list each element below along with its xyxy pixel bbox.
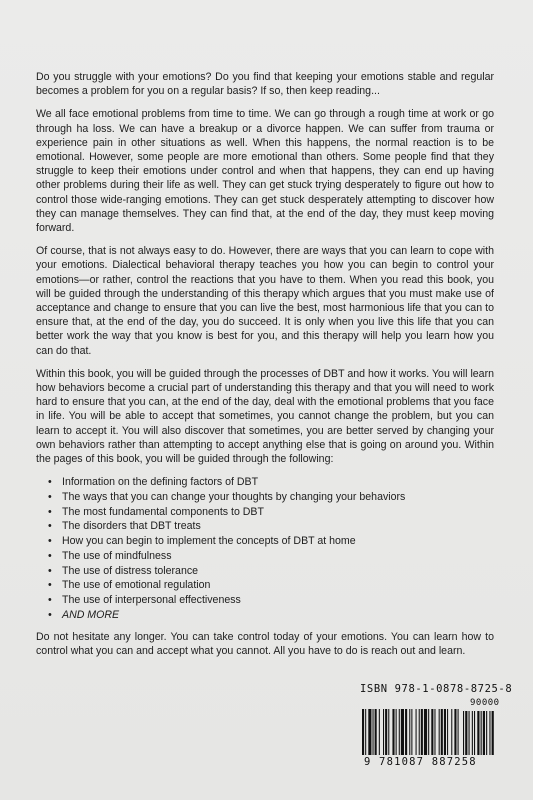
body-paragraph-1: We all face emotional problems from time to time. We can go through a rough time at work or go through ha loss. We can have a breakup or a divorce happen. We can suffer from trauma or experience pain in other situations as well. When this happens, the normal reaction is to be emotional. However, some people are more emotional than others. Some people find that they struggle to keep their emotions under control and when that happens, they can end up having other problems during their life as well. They can get stuck trying desperately to figure out how to control those wide-ranging emotions. They can get stuck desperately attempting to discover how they can manage themselves. They can find that, at the end of the day, they must keep moving forward. bbox=[36, 108, 494, 235]
closing-paragraph: Do not hesitate any longer. You can take control today of your emotions. You can learn how to control what you can and accept what you cannot. All you have to do is reach out and learn. bbox=[36, 630, 494, 658]
list-item: • The use of emotional regulation bbox=[62, 578, 494, 592]
body-paragraph-3: Within this book, you will be guided through the processes of DBT and how it works. You will learn how behaviors become a crucial part of understanding this therapy and that you will need to work hard to ensure that you can, at the end of the day, deal with the emotional problems that you face in life. You will be able to accept that sometimes, you cannot change the problem, but you can learn to accept it. You will also discover that sometimes, you are better served by changing your own behaviors rather than attempting to accept anything else that is going on around you. Within the pages of this book, you will be guided through the following: bbox=[36, 367, 494, 466]
list-item: • The use of distress tolerance bbox=[62, 564, 494, 578]
list-item: • How you can begin to implement the concepts of DBT at home bbox=[62, 534, 494, 548]
isbn-barcode bbox=[360, 683, 513, 769]
list-item: • The use of interpersonal effectiveness bbox=[62, 593, 494, 607]
barcode-bars bbox=[360, 709, 500, 757]
body-paragraph-2: Of course, that is not always easy to do. However, there are ways that you can learn to cope with your emotions. Dialectical behavioral therapy teaches you how you can begin to control your emotions—or rather, control the reactions that you have to them. When you read this book, you will be guided through the understanding of this therapy which argues that you must make use of acceptance and change to ensure that you can live the best, most harmonious life that you can to ensure that, at the end of the day, you do succeed. It is only when you live this life that you can better work the way that you know is best for you, and this therapy will help you learn how you can do that. bbox=[36, 245, 494, 357]
list-item: • Information on the defining factors of DBT bbox=[62, 475, 494, 489]
price-code: 90000 bbox=[470, 698, 500, 708]
list-item-and-more: • AND MORE bbox=[62, 608, 494, 622]
list-item: • The disorders that DBT treats bbox=[62, 519, 494, 533]
barcode-digits: 9 781087 887258 bbox=[364, 756, 477, 768]
intro-paragraph: Do you struggle with your emotions? Do you find that keeping your emotions stable and regular becomes a problem for you on a regular basis? If so, then keep reading... bbox=[36, 71, 494, 98]
feature-list bbox=[36, 475, 494, 622]
list-item: • The ways that you can change your thoughts by changing your behaviors bbox=[62, 490, 494, 504]
list-item: • The use of mindfulness bbox=[62, 549, 494, 563]
blurb-text bbox=[36, 70, 494, 667]
list-item: • The most fundamental components to DBT bbox=[62, 505, 494, 519]
isbn-label: ISBN 978-1-0878-8725-8 bbox=[360, 683, 513, 695]
